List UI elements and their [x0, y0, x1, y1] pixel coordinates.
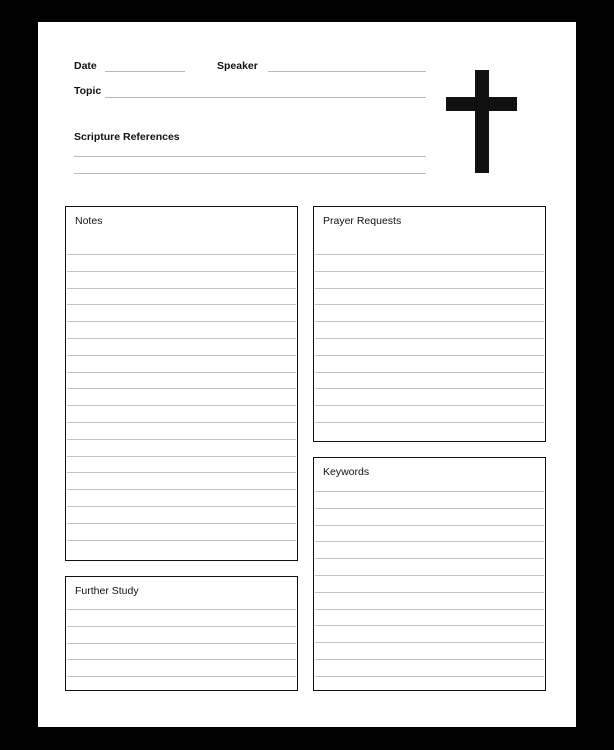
writing-line[interactable] [315, 321, 544, 322]
date-label: Date [74, 60, 97, 72]
writing-line[interactable] [315, 372, 544, 373]
writing-line[interactable] [67, 523, 296, 524]
writing-line[interactable] [315, 508, 544, 509]
scripture-line-2[interactable] [74, 173, 426, 174]
writing-line[interactable] [67, 254, 296, 255]
writing-line[interactable] [315, 592, 544, 593]
writing-line[interactable] [315, 288, 544, 289]
scripture-line-1[interactable] [74, 156, 426, 157]
further-study-box[interactable] [65, 576, 298, 691]
writing-line[interactable] [315, 355, 544, 356]
keywords-box[interactable] [313, 457, 546, 691]
writing-line[interactable] [315, 405, 544, 406]
topic-line[interactable] [105, 97, 426, 98]
topic-label: Topic [74, 85, 102, 97]
writing-line[interactable] [315, 642, 544, 643]
writing-line[interactable] [315, 541, 544, 542]
writing-line[interactable] [67, 288, 296, 289]
notes-box[interactable] [65, 206, 298, 561]
writing-line[interactable] [315, 304, 544, 305]
writing-line[interactable] [67, 643, 296, 644]
writing-line[interactable] [67, 388, 296, 389]
writing-line[interactable] [67, 489, 296, 490]
writing-line[interactable] [67, 422, 296, 423]
prayer-requests-title: Prayer Requests [323, 215, 402, 227]
writing-line[interactable] [67, 609, 296, 610]
writing-line[interactable] [315, 525, 544, 526]
writing-line[interactable] [67, 540, 296, 541]
writing-line[interactable] [67, 338, 296, 339]
writing-line[interactable] [315, 625, 544, 626]
writing-line[interactable] [67, 304, 296, 305]
writing-line[interactable] [315, 388, 544, 389]
writing-line[interactable] [67, 355, 296, 356]
writing-line[interactable] [67, 321, 296, 322]
speaker-line[interactable] [268, 71, 426, 72]
writing-line[interactable] [315, 676, 544, 677]
prayer-requests-box[interactable] [313, 206, 546, 442]
keywords-title: Keywords [323, 466, 370, 478]
writing-line[interactable] [67, 372, 296, 373]
speaker-label: Speaker [217, 60, 258, 72]
writing-line[interactable] [315, 338, 544, 339]
writing-line[interactable] [67, 472, 296, 473]
further-study-title: Further Study [75, 585, 139, 597]
writing-line[interactable] [315, 575, 544, 576]
writing-line[interactable] [67, 439, 296, 440]
writing-line[interactable] [315, 491, 544, 492]
writing-line[interactable] [67, 271, 296, 272]
writing-line[interactable] [315, 558, 544, 559]
writing-line[interactable] [67, 659, 296, 660]
notes-title: Notes [75, 215, 103, 227]
scripture-references-label: Scripture References [74, 131, 180, 143]
writing-line[interactable] [315, 609, 544, 610]
writing-line[interactable] [315, 422, 544, 423]
writing-line[interactable] [67, 676, 296, 677]
writing-line[interactable] [67, 405, 296, 406]
writing-line[interactable] [67, 506, 296, 507]
writing-line[interactable] [315, 254, 544, 255]
writing-line[interactable] [315, 659, 544, 660]
cross-horizontal-bar [446, 97, 517, 111]
date-line[interactable] [105, 71, 185, 72]
writing-line[interactable] [315, 271, 544, 272]
writing-line[interactable] [67, 626, 296, 627]
writing-line[interactable] [67, 456, 296, 457]
cross-vertical-bar [475, 70, 489, 173]
